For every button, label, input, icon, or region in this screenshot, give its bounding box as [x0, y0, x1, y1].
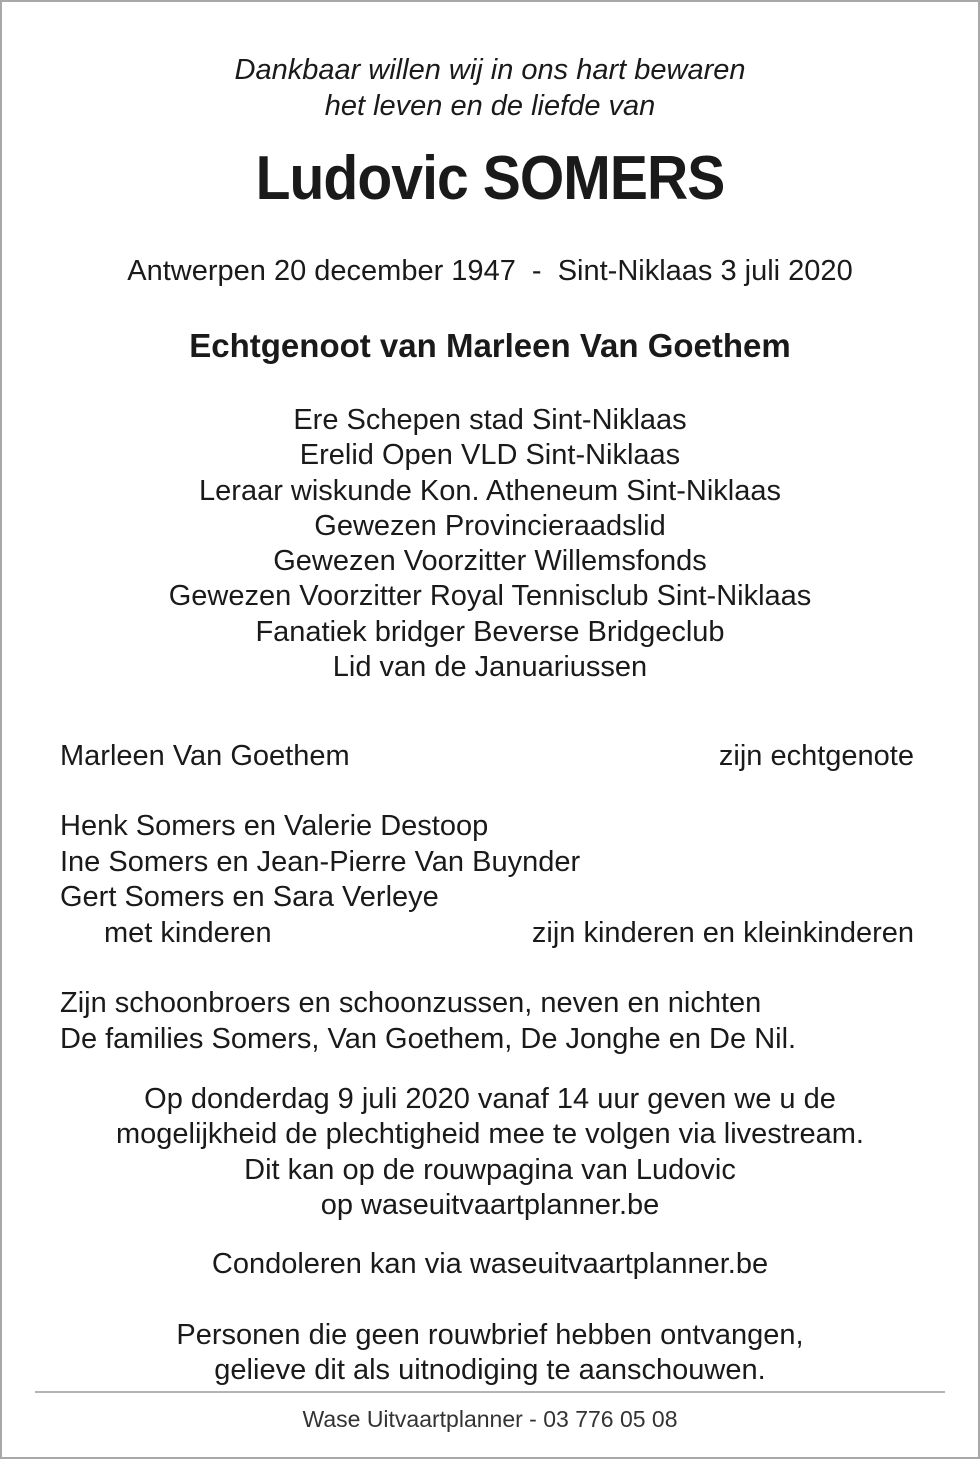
title-item: Gewezen Voorzitter Royal Tennisclub Sint-Niklaas	[168, 580, 812, 613]
spouse-name: Marleen Van Goethem	[60, 740, 350, 772]
children-relation: zijn kinderen en kleinkinderen	[531, 917, 914, 949]
title-item: Lid van de Januariussen	[332, 651, 648, 684]
family-block	[60, 986, 920, 1057]
condolences-notice	[0, 1247, 980, 1282]
intro-text	[0, 52, 980, 124]
livestream-line: Dit kan op de rouwpagina van Ludovic	[244, 1153, 736, 1186]
livestream-line: Op donderdag 9 juli 2020 vanaf 14 uur geven we u de	[144, 1083, 836, 1115]
invitation-line: gelieve dit als uitnodiging te aanschouwen.	[214, 1354, 766, 1387]
title-item: Fanatiek bridger Beverse Bridgeclub	[255, 615, 725, 648]
livestream-notice	[0, 1082, 980, 1223]
with-kids: met kinderen	[104, 917, 272, 949]
invitation-line: Personen die geen rouwbrief hebben ontvangen,	[176, 1319, 804, 1351]
title-item: Erelid Open VLD Sint-Niklaas	[299, 439, 681, 472]
footer-text: Wase Uitvaartplanner - 03 776 05 08	[302, 1406, 678, 1432]
birth-death-dates: Antwerpen 20 december 1947 - Sint-Niklaas 3 juli 2020	[127, 255, 853, 287]
family-line: De families Somers, Van Goethem, De Jonghe en De Nil.	[60, 1022, 797, 1055]
title-item: Gewezen Voorzitter Willemsfonds	[273, 545, 707, 578]
deceased-name: Ludovic SOMERS	[255, 144, 725, 213]
footer-divider	[35, 1391, 945, 1393]
condolences-line: Condoleren kan via waseuitvaartplanner.be	[211, 1248, 769, 1280]
spouse-line: Echtgenoot van Marleen Van Goethem	[189, 327, 791, 364]
title-item: Gewezen Provincieraadslid	[314, 509, 666, 542]
intro-line: Dankbaar willen wij in ons hart bewaren	[234, 54, 746, 86]
intro-line: het leven en de liefde van	[324, 90, 656, 122]
child-line: Gert Somers en Sara Verleye	[60, 881, 439, 913]
spouse-relation: zijn echtgenote	[718, 740, 914, 772]
titles-list	[0, 403, 980, 685]
livestream-line: op waseuitvaartplanner.be	[320, 1188, 660, 1221]
child-line: Henk Somers en Valerie Destoop	[60, 810, 489, 842]
children-block	[60, 809, 920, 916]
title-item: Ere Schepen stad Sint-Niklaas	[293, 404, 687, 436]
livestream-line: mogelijkheid de plechtigheid mee te volgen via livestream.	[116, 1118, 864, 1151]
child-line: Ine Somers en Jean-Pierre Van Buynder	[60, 845, 581, 878]
invitation-notice	[0, 1318, 980, 1389]
family-line: Zijn schoonbroers en schoonzussen, neven en nichten	[60, 987, 762, 1019]
title-item: Leraar wiskunde Kon. Atheneum Sint-Niklaas	[199, 474, 781, 507]
